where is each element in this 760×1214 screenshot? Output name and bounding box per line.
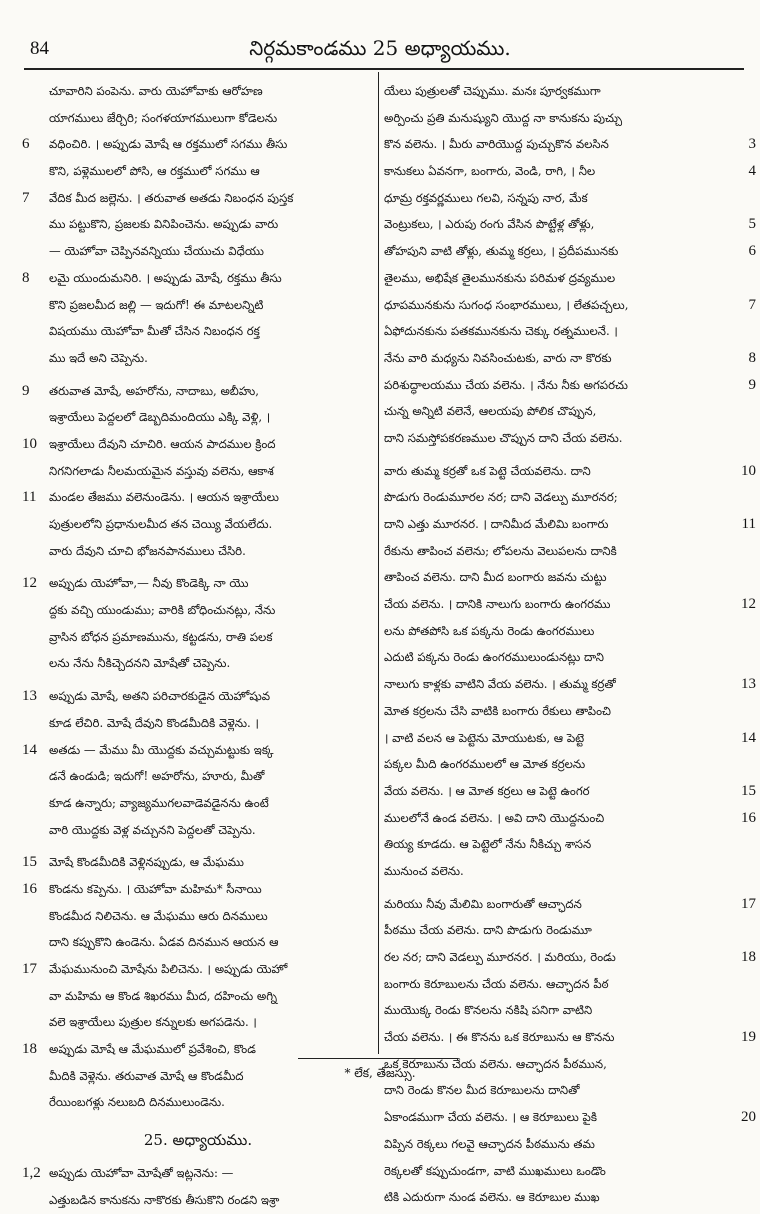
verse-text: కూడ లేచిరి. మోషే దేవుని కొండమీదికి వెళ్లెను. । xyxy=(49,715,259,730)
verse-number: 8 xyxy=(22,269,30,286)
verse-number: 10 xyxy=(741,462,756,479)
text-line xyxy=(22,1089,374,1116)
verse-number: 5 xyxy=(748,216,756,233)
text-line xyxy=(22,1160,374,1187)
text-line xyxy=(22,817,374,844)
verse-text: చేయ వలెను. । ఈ కొనను ఒక కెరూబును ఆ కొనను xyxy=(384,1030,615,1045)
left-column xyxy=(22,78,374,1214)
verse-text: — యెహోవా చెప్పినవన్నియు చేయుచు విధేయు xyxy=(49,244,264,259)
verse-number: 1,2 xyxy=(22,1165,41,1182)
text-line xyxy=(22,903,374,930)
text-line xyxy=(384,891,756,918)
text-line xyxy=(384,671,756,698)
verse-text: మోషే కొండమీదికి వెళ్లినప్పుడు, ఆ మేఘము xyxy=(49,855,244,870)
verse-number: 17 xyxy=(22,961,37,977)
text-line xyxy=(384,345,756,372)
verse-number: 11 xyxy=(22,489,37,506)
verse-number: 19 xyxy=(741,1029,756,1046)
verse-text: కానుకలు ఏవనగా, బంగారు, వెండి, రాగి, । నీల xyxy=(384,164,596,179)
verse-number: 15 xyxy=(741,782,756,799)
verse-text: నిగనిగలాడు నీలమయమైన వస్తువు వలెను, ఆకాశ xyxy=(49,463,274,478)
verse-text: తరువాత మోషే, అహరోను, నాదాబు, అబీహు, xyxy=(49,383,259,398)
text-line xyxy=(384,372,756,399)
text-line xyxy=(384,398,756,425)
verse-text: పక్కల మీది ఉంగరములలో ఆ మోత కర్రలను xyxy=(384,757,586,772)
verse-text: ఏకాండముగా చేయ వలెను. । ఆ కెరూబులు పైకి xyxy=(384,1110,597,1125)
text-line xyxy=(22,737,374,764)
text-line xyxy=(22,265,374,292)
text-line xyxy=(384,917,756,944)
verse-text: డనే ఉండుడి; ఇదుగో! అహరోను, హూరు, మీతో xyxy=(49,769,265,784)
verse-text: । వాటి వలన ఆ పెట్టెను మోయుటకు, ఆ పెట్టె xyxy=(384,730,585,745)
verse-number: 13 xyxy=(741,676,756,693)
text-line xyxy=(384,458,756,485)
text-line xyxy=(384,185,756,212)
text-line xyxy=(384,971,756,998)
verse-text: నాలుగు కాళ్లకు వాటిని వేయ వలెను. । తుమ్మ కర్రతో xyxy=(384,677,616,692)
text-line xyxy=(22,538,374,565)
verse-number: 11 xyxy=(741,516,756,532)
text-line xyxy=(22,158,374,185)
verse-text: కూడ ఉన్నారు; వ్యాజ్యముగలవాడెవడైనను ఉంటే xyxy=(49,795,269,810)
text-line xyxy=(22,650,374,677)
text-line xyxy=(22,345,374,372)
verse-number: 16 xyxy=(741,809,756,826)
verse-text: రేకును తాపించ వలెను; లోపలను వెలుపలను దానికి xyxy=(384,543,617,558)
verse-text: పీఠము చేయ వలెను. దాని పొడుగు రెండుమూ xyxy=(384,923,592,938)
verse-text: రెక్కలతో కప్పుచుండగా, వాటి ముఖములు ఒండొం xyxy=(384,1163,606,1178)
verse-text: వెంట్రుకలు, । ఎరుపు రంగు వేసిన పొట్టేళ్ల తోళ్లు, xyxy=(384,217,595,232)
verse-text: కొని, పళ్లెములలో పోసి, ఆ రక్తములో సగము ఆ xyxy=(49,164,260,179)
text-line xyxy=(384,78,756,105)
verse-text: మోత కర్రలను చేసి వాటికి బంగారు రేకులు తాపించి xyxy=(384,703,611,718)
verse-text: వా మహిమ ఆ కొండ శిఖరము మీద, దహించు అగ్ని xyxy=(49,988,278,1003)
footnote-rule xyxy=(298,1058,458,1059)
text-line xyxy=(22,78,374,105)
text-line xyxy=(22,956,374,983)
text-line xyxy=(22,431,374,458)
verse-text: యేలు పుత్రులతో చెప్పుము. మనః పూర్వకముగా xyxy=(384,84,601,98)
verse-number: 3 xyxy=(748,136,756,153)
text-line xyxy=(22,597,374,624)
verse-text: మునుంచ వలెను. xyxy=(384,863,464,878)
verse-number: 16 xyxy=(22,880,37,897)
right-column xyxy=(384,78,756,1211)
verse-number: 7 xyxy=(748,296,756,313)
text-line xyxy=(384,751,756,778)
text-line xyxy=(384,591,756,618)
text-line xyxy=(22,458,374,485)
verse-text: ఎదుటి పక్కను రెండు ఉంగరములుండునట్లు దాని xyxy=(384,650,604,665)
text-line xyxy=(22,211,374,238)
verse-text: వారు దేవుని చూచి భోజనపానములు చేసిరి. xyxy=(49,543,246,558)
text-line xyxy=(22,292,374,319)
footnote: * లేక, తేజస్సు. xyxy=(344,1066,416,1080)
verse-text: ఒక కెరూబును చేయ వలెను. ఆచ్ఛాదన పీఠమున, xyxy=(384,1056,607,1071)
verse-number: 18 xyxy=(22,1041,37,1058)
text-line xyxy=(384,997,756,1024)
verse-text: లను పోతపోసి ఒక పక్కను రెండు ఉంగరములు xyxy=(384,623,595,638)
text-line xyxy=(22,624,374,651)
verse-number: 18 xyxy=(741,949,756,965)
verse-text: వారి యొద్దకు వెళ్ల వచ్చునని పెద్దలతో చెప్పెను. xyxy=(49,822,256,837)
text-line xyxy=(22,318,374,345)
text-line xyxy=(22,484,374,511)
verse-text: పొడుగు రెండుమూరల నర; దాని వెడల్పు మూరనర; xyxy=(384,490,618,505)
verse-text: తాపించ వలెను. దాని మీద బంగారు జవను చుట్టు xyxy=(384,570,607,585)
chapter-heading: 25. అధ్యాయము. xyxy=(143,1131,253,1150)
verse-text: వ్రాసిన బోధన ప్రమాణమును, కట్టడను, రాతి పలక xyxy=(49,629,273,644)
verse-text: ములలోనే ఉండ వలెను. । అవి దాని యొద్దనుంచి xyxy=(384,810,605,825)
page-number: 84 xyxy=(30,38,49,59)
text-line xyxy=(22,849,374,876)
verse-text: ఇశ్రాయేలు దేవుని చూచిరి. ఆయన పాదముల క్రింద xyxy=(49,436,276,451)
verse-text: అర్పించు ప్రతి మనుష్యుని యొద్ద నా కానుకను పుచ్చు xyxy=(384,110,623,125)
verse-text: మరియు నీవు మేలిమి బంగారుతో ఆచ్ఛాదన xyxy=(384,896,582,911)
text-line xyxy=(22,1187,374,1214)
verse-text: వేదిక మీద జల్లెను. । తరువాత అతడు నిబంధన పుస్తక xyxy=(49,190,294,205)
text-line xyxy=(22,238,374,265)
text-line xyxy=(22,876,374,903)
verse-number: 14 xyxy=(741,729,756,746)
text-line xyxy=(384,831,756,858)
text-line xyxy=(22,105,374,132)
verse-number: 15 xyxy=(22,854,37,871)
verse-text: రేయింబగళ్లు నలుబది దినములుండెను. xyxy=(49,1095,225,1110)
verse-text: దాని కప్పుకొని ఉండెను. ఏడవ దినమున ఆయన ఆ xyxy=(49,935,279,950)
verse-text: వేయ వలెను. । ఆ మోత కర్రలు ఆ పెట్టె ఉంగర xyxy=(384,783,590,798)
text-line xyxy=(384,1024,756,1051)
column-divider xyxy=(378,72,379,1054)
text-line xyxy=(22,511,374,538)
verse-text: వలె ఇశ్రాయేలు పుత్రుల కన్నులకు అగపడెను. । xyxy=(49,1015,257,1030)
verse-text: పరిశుద్ధాలయము చేయ వలెను. । నేను నీకు అగపరచు xyxy=(384,377,628,392)
verse-text: లమై యుందుమనిరి. । అప్పుడు మోషే, రక్తము తీసు xyxy=(49,270,282,285)
verse-text: వారు తుమ్మ కర్రతో ఒక పెట్టె చేయవలెను. దాని xyxy=(384,463,591,478)
verse-text: బంగారు కెరూబులను చేయ వలెను. ఆచ్ఛాదన పీఠ xyxy=(384,976,609,991)
text-line xyxy=(384,1158,756,1185)
verse-text: అప్పుడు యెహోవా మోషేతో ఇట్లనెను: — xyxy=(49,1166,234,1181)
verse-number: 6 xyxy=(22,136,30,153)
text-line xyxy=(22,929,374,956)
verse-text: తైలము, అభిషేక తైలమునకును పరిమళ ద్రవ్యముల xyxy=(384,270,616,285)
text-line xyxy=(384,725,756,752)
verse-text: ధూమ్ర రక్తవర్ణములు గలవి, సన్నపు నార, మేక xyxy=(384,190,588,205)
text-line xyxy=(22,983,374,1010)
verse-text: మేఘమునుంచి మోషేను పిలిచెను. । అప్పుడు యెహో xyxy=(49,962,288,976)
verse-text: దాని రెండు కొనల మీద కెరూబులను దానితో xyxy=(384,1083,580,1098)
verse-text: దాని సమస్తోపకరణముల చొప్పున దాని చేయ వలెను. xyxy=(384,430,623,445)
text-line xyxy=(384,211,756,238)
verse-text: మండల తేజము వలెనుండెను. । ఆయన ఇశ్రాయేలు xyxy=(49,490,279,505)
verse-number: 13 xyxy=(22,688,37,705)
verse-text: రల నర; దాని వెడల్పు మూరనర. । మరియు, రెండు xyxy=(384,950,616,964)
verse-text: చేయ వలెను. । దానికి నాలుగు బంగారు ఉంగరము xyxy=(384,597,611,612)
text-line xyxy=(384,618,756,645)
verse-text: ముయొక్క రెండు కొనలను నకిషి పనిగా వాటిని xyxy=(384,1003,593,1018)
verse-text: ఇశ్రాయేలు పెద్దలలో డెబ్బదిమందియు ఎక్కి వెళ్లి, । xyxy=(49,410,271,425)
verse-number: 8 xyxy=(748,349,756,366)
verse-text: అప్పుడు మోషే ఆ మేఘములో ప్రవేశించి, కొండ xyxy=(49,1042,256,1057)
verse-number: 12 xyxy=(22,575,37,592)
verse-text: చున్న అన్నిటి వలెనే, ఆలయపు పోలిక చొప్పున, xyxy=(384,404,597,419)
verse-text: టికి ఎదురుగా నుండ వలెను. ఆ కెరూబుల ముఖ xyxy=(384,1190,600,1205)
text-line xyxy=(384,564,756,591)
verse-text: ధూపమునకును సుగంధ సంభారములు, । లేతపచ్చలు, xyxy=(384,297,629,312)
text-line xyxy=(384,158,756,185)
verse-text: యాగములు జేర్చిరి; సంగళయాగములుగా కోడెలను xyxy=(49,110,278,125)
text-line xyxy=(384,511,756,538)
text-line xyxy=(384,265,756,292)
text-line xyxy=(384,1104,756,1131)
verse-text: పుత్రులలోని ప్రధానులమీద తన చెయ్యి వేయలేదు. xyxy=(49,517,273,531)
text-line xyxy=(22,683,374,710)
verse-number: 4 xyxy=(748,163,756,180)
verse-text: వధించిరి. । అప్పుడు మోషే ఆ రక్తములో సగము తీసు xyxy=(49,137,288,152)
verse-text: దాని ఎత్తు మూరనర. । దానిమీద మేలిమి బంగారు xyxy=(384,517,609,531)
text-line xyxy=(22,570,374,597)
text-line xyxy=(384,105,756,132)
verse-text: తోహపుని వాటి తోళ్లు, తుమ్మ కర్రలు, । ప్రదీపమునకు xyxy=(384,244,619,259)
text-line xyxy=(384,805,756,832)
verse-text: కొండమీద నిలిచెను. ఆ మేఘము ఆరు దినములు xyxy=(49,908,268,923)
text-line xyxy=(384,1184,756,1211)
verse-text: మీదికి వెళ్లెను. తరువాత మోషే ఆ కొండమీద xyxy=(49,1068,244,1083)
verse-number: 17 xyxy=(741,895,756,912)
text-line xyxy=(384,698,756,725)
text-line xyxy=(22,1009,374,1036)
text-line xyxy=(384,1131,756,1158)
text-line xyxy=(384,292,756,319)
verse-text: కొన వలెను. । మీరు వారియొద్ద పుచ్చుకొన వలసిన xyxy=(384,137,609,152)
text-line xyxy=(22,185,374,212)
header-rule xyxy=(24,68,744,70)
verse-text: ము పట్టుకొని, ప్రజలకు వినిపించెను. అప్పుడు వారు xyxy=(49,217,279,232)
text-line xyxy=(384,538,756,565)
text-line xyxy=(384,131,756,158)
verse-text: అప్పుడు యెహోవా,— నీవు కొండెక్కి నా యొ xyxy=(49,576,249,591)
running-head: నిర్గమకాండము 25 అధ్యాయము. xyxy=(249,36,511,60)
verse-number: 7 xyxy=(22,189,30,206)
verse-text: అతడు — మేము మీ యొద్దకు వచ్చుమట్టుకు ఇక్క xyxy=(49,742,274,757)
text-line xyxy=(22,710,374,737)
text-line xyxy=(384,858,756,885)
text-line xyxy=(384,944,756,971)
text-line xyxy=(384,318,756,345)
text-line xyxy=(384,484,756,511)
verse-text: కొండను కప్పెను. । యెహోవా మహిమ* సీనాయి xyxy=(49,881,262,896)
verse-text: ద్దకు వచ్చి యుండుము; వారికి బోధించునట్లు, నేను xyxy=(49,603,276,618)
verse-number: 6 xyxy=(748,243,756,260)
verse-number: 20 xyxy=(741,1109,756,1126)
text-line xyxy=(384,425,756,452)
text-line xyxy=(384,238,756,265)
text-line xyxy=(22,790,374,817)
verse-text: అప్పుడు మోషే, అతని పరిచారకుడైన యెహోషువ xyxy=(49,689,271,704)
verse-text: తియ్య కూడదు. ఆ పెట్టెలో నేను నీకిచ్చు శాసన xyxy=(384,837,592,852)
verse-number: 9 xyxy=(748,376,756,393)
verse-text: ము ఇదే అని చెప్పెను. xyxy=(49,350,148,365)
verse-text: ఏఫోదునకును పతకమునకును చెక్కు రత్నములనే. । xyxy=(384,324,618,339)
verse-number: 9 xyxy=(22,382,30,399)
verse-text: కొని ప్రజలమీద జల్లి — ఇదుగో! ఈ మాటలన్నిటి xyxy=(49,297,264,312)
verse-text: ఎత్తుబడిన కానుకను నాకొరకు తీసుకొని రండని ఇశ్రా xyxy=(49,1192,280,1207)
text-line xyxy=(384,778,756,805)
text-line xyxy=(22,404,374,431)
text-line xyxy=(22,763,374,790)
verse-text: విషయము యెహోవా మీతో చేసిన నిబంధన రక్త xyxy=(49,324,260,339)
verse-number: 14 xyxy=(22,741,37,758)
text-line xyxy=(22,131,374,158)
text-line xyxy=(22,378,374,405)
verse-text: చూవారిని పంపెను. వారు యెహోవాకు ఆరోహణ xyxy=(49,84,263,98)
verse-number: 12 xyxy=(741,596,756,613)
verse-text: లను నేను నీకిచ్చెదనని మోషేతో చెప్పెను. xyxy=(49,656,231,671)
verse-text: విప్పిన రెక్కలు గలవై ఆచ్ఛాదన పీఠమును తమ xyxy=(384,1136,595,1151)
text-line xyxy=(384,644,756,671)
verse-number: 10 xyxy=(22,435,37,452)
verse-text: నేను వారి మధ్యను నివసించుటకు, వారు నా కొరకు xyxy=(384,350,612,365)
